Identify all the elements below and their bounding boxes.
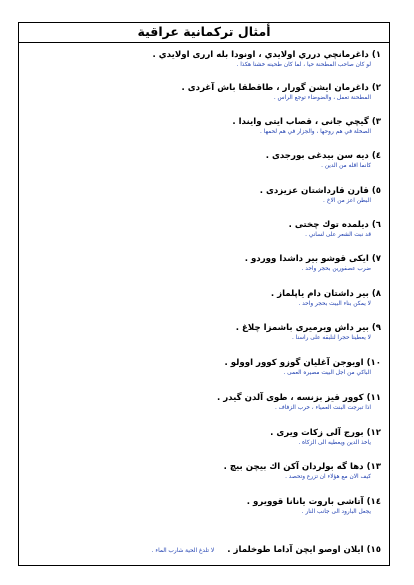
proverb-text: ايكى قوشو بير داشدا ووردو . bbox=[244, 254, 369, 264]
proverb-item bbox=[27, 50, 381, 69]
proverb-item bbox=[27, 254, 381, 273]
proverb-text: ايلان اوصو ايچن آداما طوخلماز . bbox=[227, 545, 364, 555]
proverb-translation: كيف الان مع هؤلاء ان تزرع وتحصد . bbox=[285, 474, 371, 480]
proverb-translation: لو كان صاحب المطحنة حيا ، لما كان طحينه خشنا هكذا . bbox=[236, 62, 371, 68]
proverb-translation: الصخلة في هم روحها ، والجزار في هم لحمها . bbox=[260, 129, 371, 135]
proverb-text: داغرمانچي درري اولايدي ، اونودا بله اررى اولايدي . bbox=[152, 50, 369, 60]
proverb-text: ديه سن بيدغى بورجدى . bbox=[265, 151, 369, 161]
proverb-translation: ياخذ الدين ويعطيه الى الزكاة . bbox=[298, 440, 371, 446]
proverb-text: آتاشى باروت يانانا قوويرو . bbox=[246, 497, 364, 507]
proverb-text: قارن قارداشتان عزيزدى . bbox=[259, 186, 369, 196]
proverb-item bbox=[27, 497, 381, 516]
proverb-line: ١٤) آتاشى باروت يانانا قوويرو . bbox=[246, 497, 381, 507]
page-title: أمثال تركمانية عراقية bbox=[19, 23, 389, 43]
proverb-line: ٤) ديه سن بيدغى بورجدى . bbox=[265, 151, 381, 161]
proverb-translation: قد نبت الشعر على لساني . bbox=[305, 232, 371, 238]
proverb-line: ٢) داغرمان ايشن گورار ، طاقطقا باش آغردى . bbox=[181, 83, 381, 93]
proverb-number: ٨ bbox=[375, 289, 381, 299]
proverb-line: ٩) بير داش ويرميرى باشمزا چلاغ . bbox=[235, 323, 381, 333]
proverb-translation: كانما اقله من الدين . bbox=[321, 163, 371, 169]
proverb-line: ١) داغرمانچي درري اولايدي ، اونودا بله اررى اولايدي . bbox=[152, 50, 381, 60]
proverb-number: ١٢ bbox=[370, 428, 381, 438]
proverb-text: كوور قيز بزنسه ، طوى آلدن گيدر . bbox=[216, 393, 364, 403]
proverb-line: ١٣) دها گه بولردان آكن اك بيچن بيچ . bbox=[223, 462, 381, 472]
proverb-item bbox=[27, 186, 381, 205]
proverb-line: ٥) قارن قارداشتان عزيزدى . bbox=[259, 186, 381, 196]
proverb-number: ١١ bbox=[370, 393, 381, 403]
proverb-translation: الباكي من اجل البيت مصيره العمى . bbox=[283, 370, 371, 376]
proverb-translation: البطن اعز من الاخ . bbox=[323, 198, 371, 204]
proverb-number: ٣ bbox=[375, 117, 381, 127]
proverb-translation: ضرب عصفورين بحجر واحد . bbox=[301, 266, 371, 272]
proverb-translation: يجعل البارود الى جانب النار . bbox=[301, 509, 371, 515]
proverb-item bbox=[27, 151, 381, 170]
proverb-text: بورج آلى زكات ويرى . bbox=[270, 428, 364, 438]
proverb-text: دها گه بولردان آكن اك بيچن بيچ . bbox=[223, 462, 364, 472]
proverb-text: گيچي جانى ، قصاب ايتى وايندا . bbox=[232, 117, 369, 127]
proverb-line: ٨) بير داشتان دام ياپلماز . bbox=[270, 289, 381, 299]
proverb-number: ٤ bbox=[375, 151, 381, 161]
proverb-number: ١٥ bbox=[370, 545, 381, 555]
proverb-item bbox=[27, 537, 381, 556]
proverb-number: ١ bbox=[375, 50, 381, 60]
proverb-item bbox=[27, 393, 381, 412]
proverb-item bbox=[27, 117, 381, 136]
proverb-number: ١٣ bbox=[370, 462, 381, 472]
proverb-line: ١٠) اويوجن آغليان گوزو كوور اوولو . bbox=[224, 358, 381, 368]
proverb-line: ٣) گيچي جانى ، قصاب ايتى وايندا . bbox=[232, 117, 381, 127]
proverb-number: ٦ bbox=[375, 220, 381, 230]
page-frame bbox=[18, 22, 390, 566]
proverb-text: بير داش ويرميرى باشمزا چلاغ . bbox=[235, 323, 369, 333]
proverb-translation: اذا تبرجت البنت العمياء ، خرب الزفاف . bbox=[275, 405, 371, 411]
proverb-number: ٥ bbox=[375, 186, 381, 196]
proverb-translation: المطحنة تعمل ، والضوضاء توجع الراس . bbox=[273, 95, 371, 101]
proverb-line: ٦) ديلمده توك چختى . bbox=[288, 220, 381, 230]
proverb-text: داغرمان ايشن گورار ، طاقطقا باش آغردى . bbox=[181, 83, 369, 93]
proverb-line: ١٥) ايلان اوصو ايچن آداما طوخلماز . bbox=[227, 545, 381, 555]
proverb-item bbox=[27, 358, 381, 377]
proverb-number: ٧ bbox=[375, 254, 381, 264]
proverb-translation: لا تلدغ الحية شارب الماء . bbox=[151, 548, 215, 554]
proverb-line: ١١) كوور قيز بزنسه ، طوى آلدن گيدر . bbox=[216, 393, 381, 403]
proverb-line: ١٢) بورج آلى زكات ويرى . bbox=[270, 428, 381, 438]
proverb-item bbox=[27, 428, 381, 447]
proverb-item bbox=[27, 323, 381, 342]
proverb-item bbox=[27, 220, 381, 239]
proverb-number: ١٠ bbox=[370, 358, 381, 368]
proverb-number: ١٤ bbox=[370, 497, 381, 507]
proverb-translation: لا يمكن بناء البيت بحجر واحد . bbox=[298, 301, 371, 307]
proverb-translation: لا يعطينا حجرا لنلبقه على راسنا . bbox=[292, 335, 371, 341]
proverb-item bbox=[27, 462, 381, 481]
proverb-text: بير داشتان دام ياپلماز . bbox=[270, 289, 369, 299]
proverb-item bbox=[27, 83, 381, 102]
proverb-text: اويوجن آغليان گوزو كوور اوولو . bbox=[224, 358, 364, 368]
proverb-item bbox=[27, 289, 381, 308]
proverb-number: ٩ bbox=[375, 323, 381, 333]
proverb-line: ٧) ايكى قوشو بير داشدا ووردو . bbox=[244, 254, 381, 264]
proverb-number: ٢ bbox=[375, 83, 381, 93]
proverb-text: ديلمده توك چختى . bbox=[288, 220, 369, 230]
